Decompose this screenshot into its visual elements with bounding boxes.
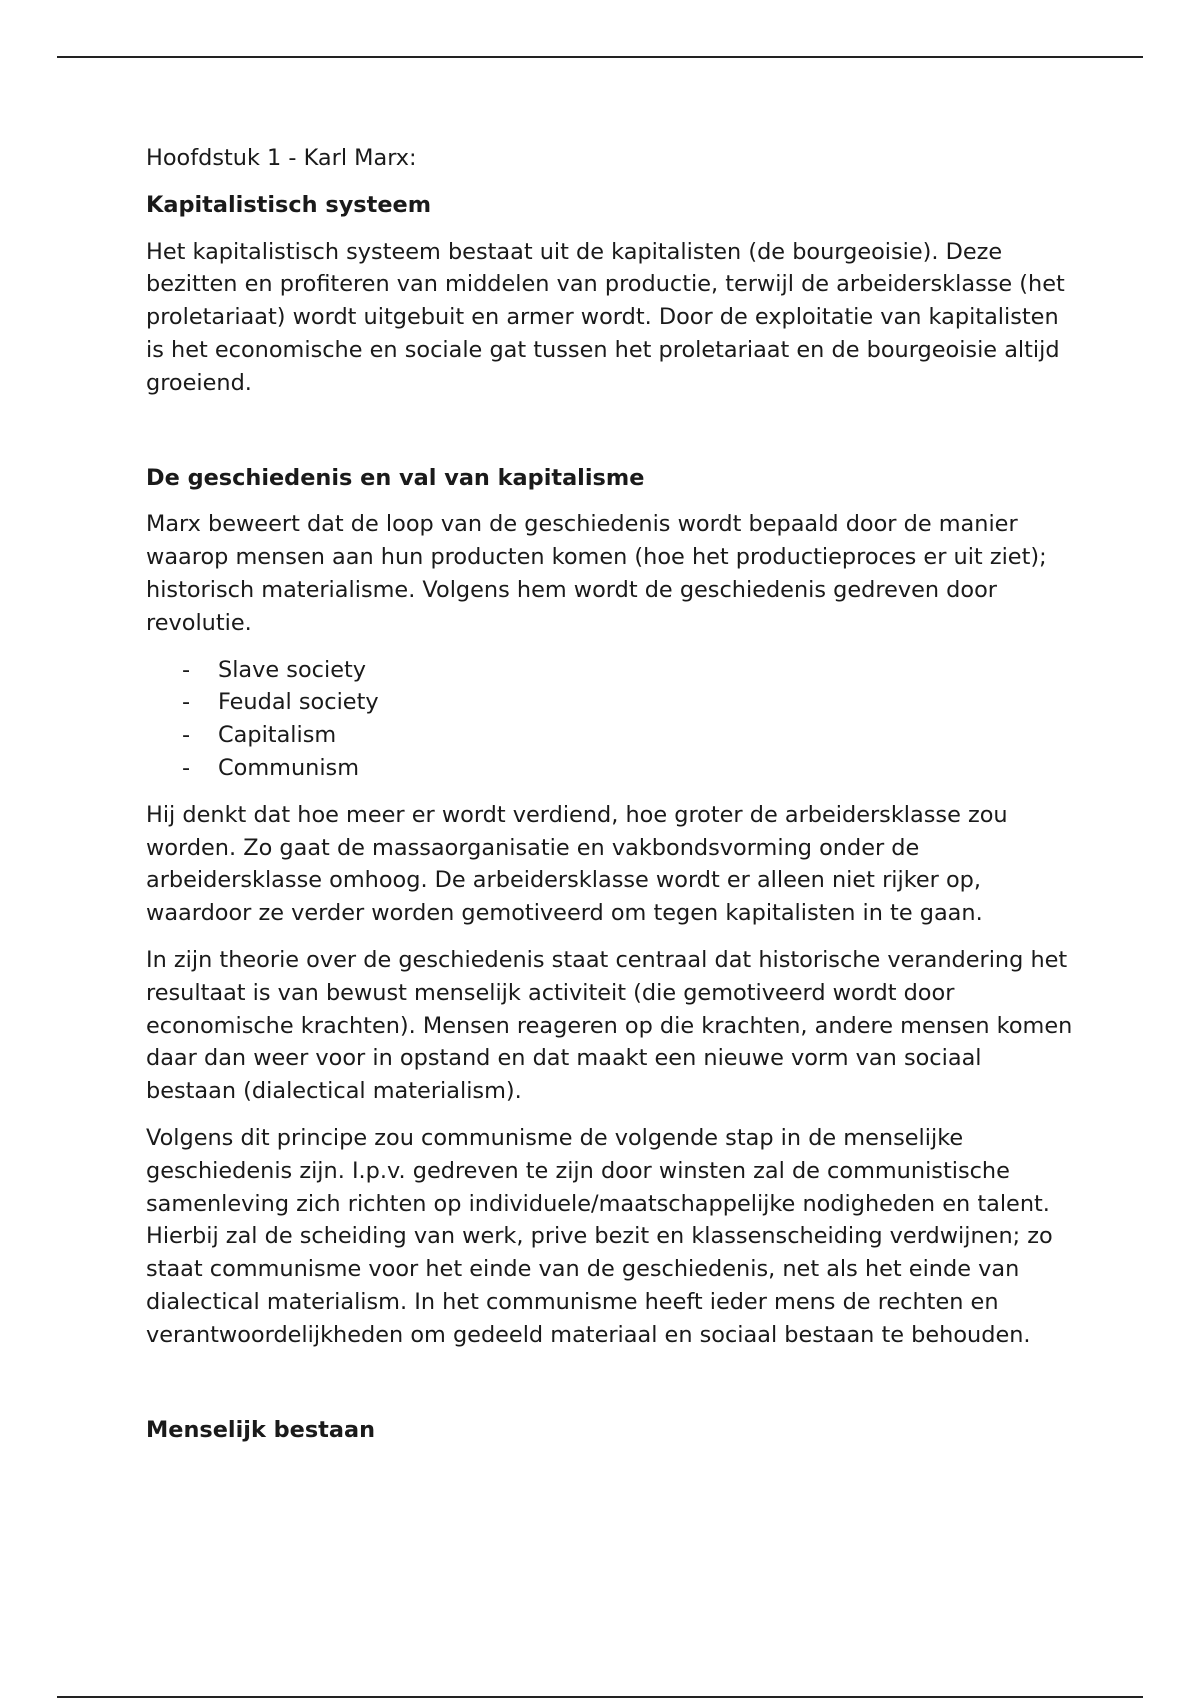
- chapter-title: Hoofdstuk 1 - Karl Marx:: [146, 145, 417, 171]
- spacer: [146, 414, 1076, 462]
- list-dash: -: [182, 656, 191, 683]
- society-list: [146, 654, 1076, 785]
- list-dash: -: [182, 754, 191, 781]
- list-item: [146, 719, 1076, 752]
- paragraph: In zijn theorie over de geschiedenis staat centraal dat historische verandering het resultaat is van bewust menselijk activiteit (die gemotiveerd wordt door economische krachten). Mensen reageren op die krachten, andere mensen komen daar dan weer voor in opstand en dat maakt een nieuwe vorm van sociaal bestaan (dialectical materialism).: [146, 946, 1073, 1105]
- list-dash: -: [182, 722, 191, 749]
- paragraph: Volgens dit principe zou communisme de volgende stap in de menselijke geschiedenis zijn. I.p.v. gedreven te zijn door winsten zal de communistische samenleving zich richten op individuele/maatschappelijke nodigheden en talent. Hierbij zal de scheiding van werk, prive bezit en klassenscheiding verdwijnen; zo staat communisme voor het einde van de geschiedenis, net als het einde van dialectical materialism. In het communisme heeft ieder mens de rechten en verantwoordelijkheden om gedeeld materiaal en sociaal bestaan te behouden.: [146, 1124, 1053, 1348]
- paragraph: Marx beweert dat de loop van de geschiedenis wordt bepaald door de manier waarop mensen aan hun producten komen (hoe het productieproces er uit ziet); historisch materialisme. Volgens hem wordt de geschiedenis gedreven door revolutie.: [146, 511, 1047, 636]
- list-item-text: Feudal society: [218, 689, 379, 716]
- list-item-text: Capitalism: [218, 722, 337, 749]
- header-rule: [57, 56, 1143, 58]
- list-item: [146, 752, 1076, 785]
- document-body: [146, 142, 1076, 1460]
- section-heading-menselijk-bestaan: Menselijk bestaan: [146, 1416, 376, 1443]
- list-item-text: Communism: [218, 754, 360, 781]
- section-heading-geschiedenis: De geschiedenis en val van kapitalisme: [146, 464, 645, 491]
- footer-rule: [57, 1696, 1143, 1698]
- paragraph: Het kapitalistisch systeem bestaat uit de kapitalisten (de bourgeoisie). Deze bezitten en profiteren van middelen van productie, terwijl de arbeidersklasse (het proletariaat) wordt uitgebuit en armer wordt. Door de exploitatie van kapitalisten is het economische en sociale gat tussen het proletariaat en de bourgeoisie altijd groeiend.: [146, 238, 1065, 396]
- list-item-text: Slave society: [218, 656, 366, 683]
- list-dash: -: [182, 689, 191, 716]
- section-heading-kapitalistisch-systeem: Kapitalistisch systeem: [146, 191, 432, 218]
- spacer: [146, 1366, 1076, 1414]
- paragraph: Hij denkt dat hoe meer er wordt verdiend, hoe groter de arbeidersklasse zou worden. Zo gaat de massaorganisatie en vakbondsvorming onder de arbeidersklasse omhoog. De arbeidersklasse wordt er alleen niet rijker op, waardoor ze verder worden gemotiveerd om tegen kapitalisten in te gaan.: [146, 801, 1008, 927]
- list-item: [146, 686, 1076, 719]
- list-item: [146, 654, 1076, 687]
